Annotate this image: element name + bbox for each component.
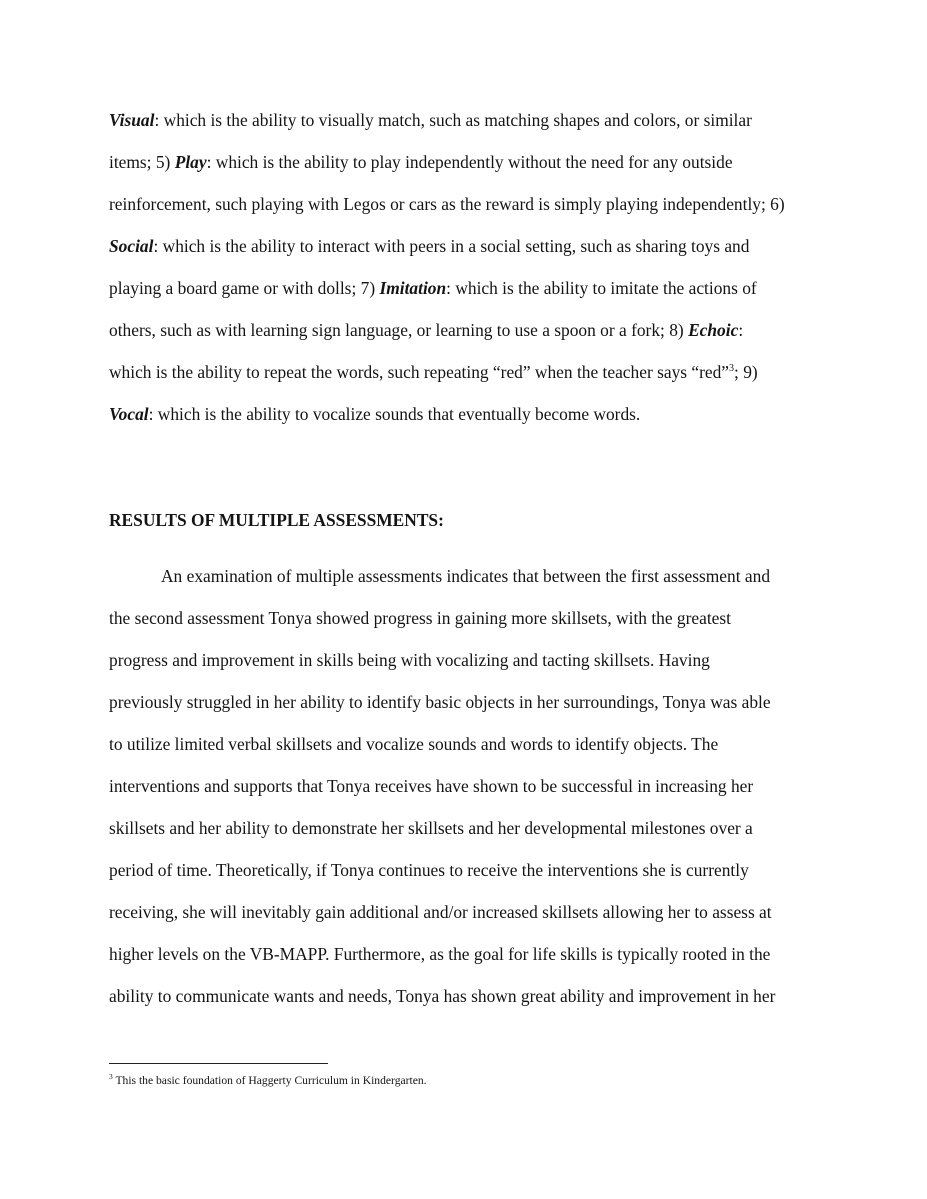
- text-line-5: playing a board game or with dolls; 7) Imitation: which is the ability to imitate the actions of: [109, 278, 757, 298]
- paragraph-line: interventions and supports that Tonya receives have shown to be successful in increasing her: [109, 776, 754, 796]
- text-line-7: which is the ability to repeat the words, such repeating “red” when the teacher says “red”$^3$; 9): [109, 362, 758, 382]
- paragraph-line: previously struggled in her ability to identify basic objects in her surroundings, Tonya was able: [109, 692, 771, 712]
- paragraph-line: the second assessment Tonya showed progress in gaining more skillsets, with the greatest: [109, 608, 731, 628]
- footnote: [109, 1074, 427, 1087]
- paragraph-line: receiving, she will inevitably gain additional and/or increased skillsets allowing her to assess at: [109, 902, 772, 922]
- section-heading: RESULTS OF MULTIPLE ASSESSMENTS:: [109, 510, 444, 530]
- paragraph-line: higher levels on the VB-MAPP. Furthermore, as the goal for life skills is typically rooted in the: [109, 944, 771, 964]
- footnote-text: This the basic foundation of Haggerty Curriculum in Kindergarten.: [112, 1074, 427, 1087]
- text-line-6: others, such as with learning sign language, or learning to use a spoon or a fork; 8) Echoic:: [109, 320, 744, 340]
- term-vocal: Vocal: [109, 404, 149, 424]
- text-line-2: items; 5) Play: which is the ability to play independently without the need for any outside: [109, 152, 733, 172]
- footnote-reference: 3: [729, 363, 735, 374]
- footnote-separator: [109, 1063, 328, 1064]
- paragraph-line: skillsets and her ability to demonstrate her skillsets and her developmental milestones over a: [109, 818, 753, 838]
- term-play: Play: [174, 152, 207, 172]
- paragraph-line: An examination of multiple assessments indicates that between the first assessment and: [161, 566, 771, 586]
- paragraph-line: period of time. Theoretically, if Tonya continues to receive the interventions she is currently: [109, 860, 749, 880]
- text-line-4: Social: which is the ability to interact with peers in a social setting, such as sharing toys and: [109, 236, 750, 256]
- text-line-1: Visual: which is the ability to visually match, such as matching shapes and colors, or similar: [109, 110, 752, 130]
- text-line-8: Vocal: which is the ability to vocalize sounds that eventually become words.: [109, 404, 641, 424]
- term-echoic: Echoic: [688, 320, 739, 340]
- text-line-3: reinforcement, such playing with Legos or cars as the reward is simply playing independently; 6): [109, 194, 785, 214]
- term-imitation: Imitation: [379, 278, 447, 298]
- footnote-marker: 3: [109, 1072, 113, 1081]
- term-social: Social: [109, 236, 154, 256]
- paragraph-line: progress and improvement in skills being with vocalizing and tacting skillsets. Having: [109, 650, 710, 670]
- paragraph-line: to utilize limited verbal skillsets and vocalize sounds and words to identify objects. The: [109, 734, 719, 754]
- term-visual: Visual: [109, 110, 155, 130]
- paragraph-line: ability to communicate wants and needs, Tonya has shown great ability and improvement in her: [109, 986, 776, 1006]
